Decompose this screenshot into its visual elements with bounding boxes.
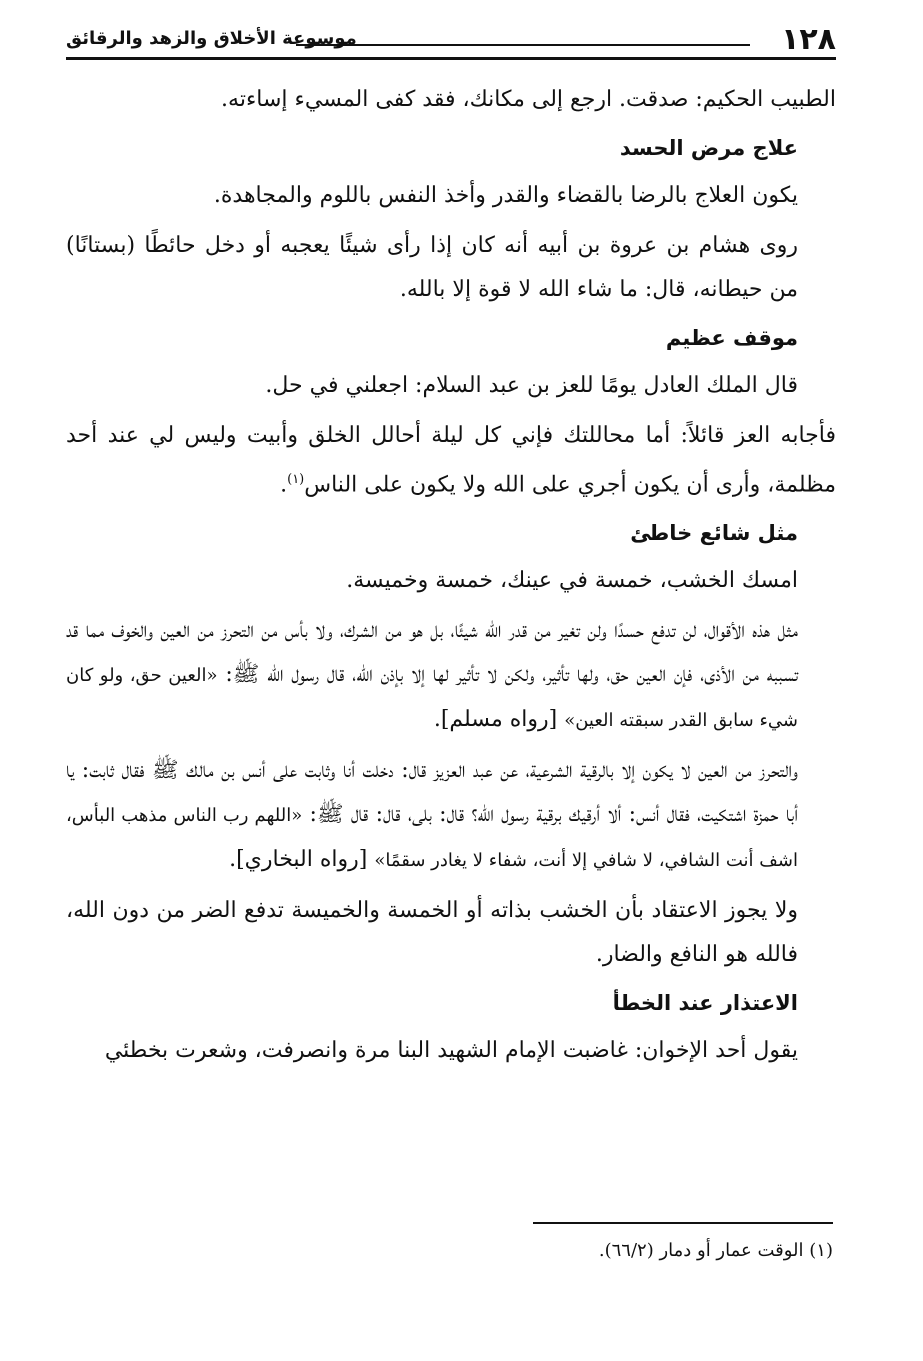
paragraph [66,749,836,883]
header-divider [66,57,836,60]
hadith-source: [رواه مسلم]. [433,707,558,733]
book-title: موسوعة الأخلاق والزهد والرقائق [66,28,357,49]
section-heading: علاج مرض الحسد [619,136,798,160]
paragraph: امسك الخشب، خمسة في عينك، خمسة وخميسة. [346,568,798,594]
section-heading: مثل شائع خاطئ [630,521,798,546]
paragraph: ولا يجوز الاعتقاد بأن الخشب بذاته أو الخمسة والخميسة تدفع الضر من دون الله، فالله هو النافع والضار. [66,898,798,968]
paragraph-text: والتحرز من العين لا يكون إلا بالرقية الشرعية، عن عبد العزيز قال: دخلت أنا وثابت على أنس بن مالك ﷺ فقال ثابت: يا أبا حمزة اشتكيت، فقال أنس: ألا أرقيك برقية رسول الله؟ قال: بلى، قال: قال ﷺ: [66,758,798,828]
paragraph: يقول أحد الإخوان: غاضبت الإمام الشهيد البنا مرة وانصرفت، وشعرت بخطئي [104,1038,798,1064]
section-heading: موقف عظيم [665,326,798,350]
paragraph: روى هشام بن عروة بن أبيه أنه كان إذا رأى شيئًا يعجبه أو دخل حائطًا (بستانًا) من حيطانه، قال: ما شاء الله لا قوة إلا بالله. [66,233,798,302]
paragraph: يكون العلاج بالرضا بالقضاء والقدر وأخذ النفس باللوم والمجاهدة. [213,183,798,208]
header-rule [296,44,750,46]
footnote: (١) الوقت عمار أو دمار (٦٦/٢). [598,1240,833,1261]
paragraph: فأجابه العز قائلاً: أما محاللتك فإني كل ليلة أحالل الخلق وأبيت وليس لي عند أحد مظلمة، وأرى أن يكون أجري على الله ولا يكون على الناس$^{(١)}$. [66,423,836,498]
paragraph-text: مثل هذه الأقوال، لن تدفع حسدًا ولن تغير من قدر الله شيئًا، بل هو من الشرك، ولا بأس من التحرز من العين والخوف مما قد تسببه من الأذى، فإن العين حق، ولها تأثير، ولكن لا تأثير لها إلا بإذن الله، قال رسول الله ﷺ: [66,618,798,688]
paragraph [66,609,836,743]
hadith-source: [رواه البخاري]. [229,847,368,873]
paragraph: الطبيب الحكيم: صدقت. ارجع إلى مكانك، فقد كفى المسيء إساءته. [221,87,836,112]
footnote-divider [533,1222,833,1224]
section-heading: الاعتذار عند الخطأ [612,991,798,1016]
paragraph-text: فأجابه العز قائلاً: أما محاللتك فإني كل ليلة أحالل الخلق وأبيت وليس لي عند أحد مظلمة، وأرى أن يكون أجري على الله ولا يكون على الناس [66,423,836,498]
page-body [66,78,836,1079]
paragraph: قال الملك العادل يومًا للعز بن عبد السلام: اجعلني في حل. [265,373,798,398]
hadith-quote: «اللهم رب الناس مذهب البأس، اشف أنت الشافي، لا شافي إلا أنت، شفاء لا يغادر سقمًا» [66,805,798,872]
page-header [66,20,836,60]
footnote-reference: (١) [287,472,305,487]
page-number: ١٢٨ [781,22,836,57]
hadith-quote: «العين حق، ولو كان شيء سابق القدر سبقته العين» [66,665,798,732]
